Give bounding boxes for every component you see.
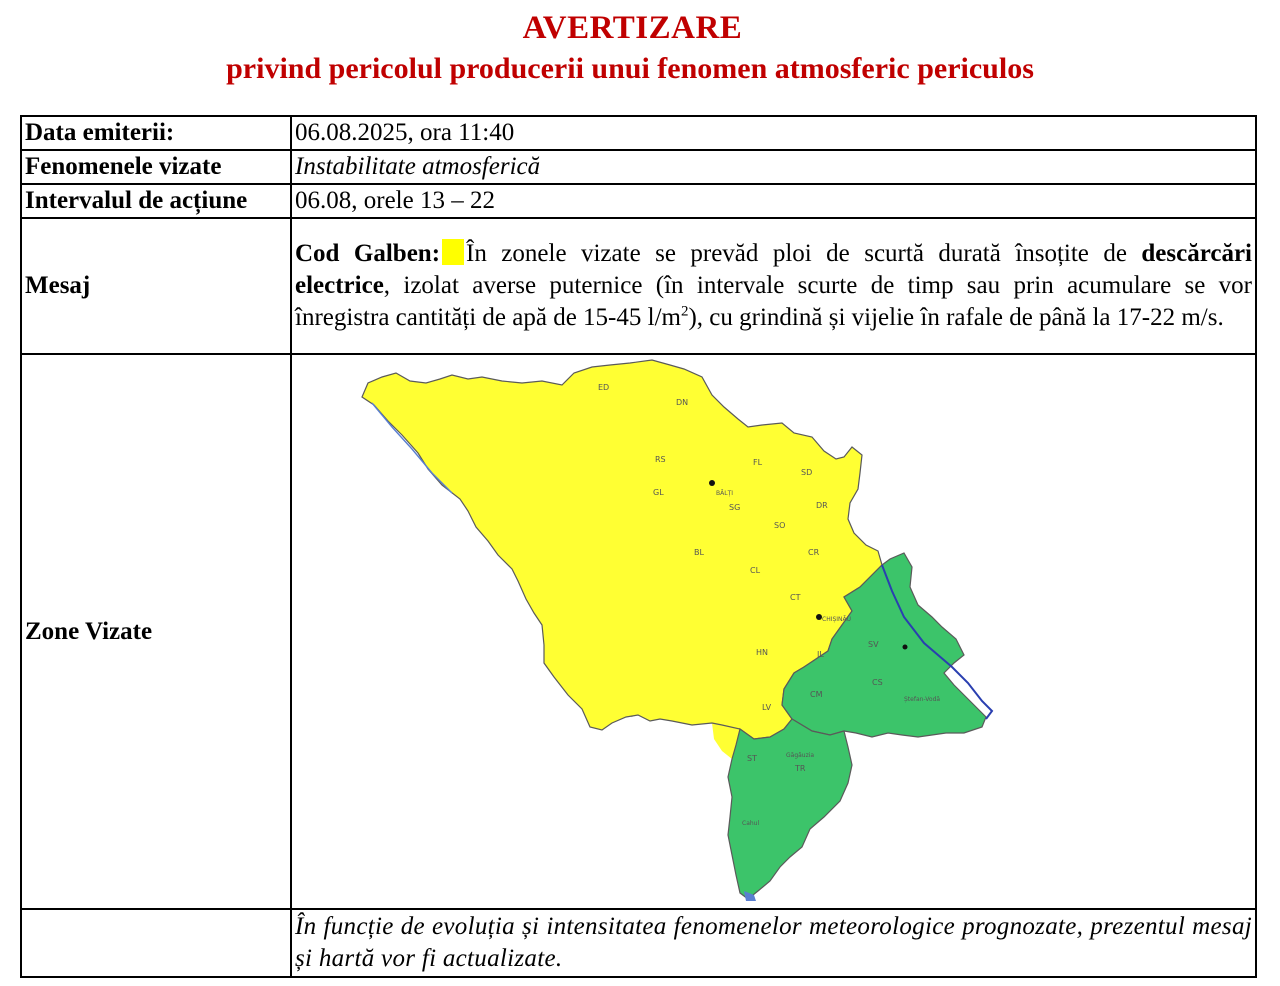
label-dn: DN <box>676 398 689 407</box>
label-ct: CT <box>790 593 801 602</box>
yellow-highlight-marker <box>442 239 464 265</box>
label-cahul: Cahul <box>742 820 760 827</box>
label-stefan-voda: Ștefan-Vodă <box>904 696 941 703</box>
phenomena-value: Instabilitate atmosferică <box>291 150 1256 184</box>
label-cl: CL <box>750 566 761 575</box>
issue-date-value: 06.08.2025, ora 11:40 <box>291 116 1256 150</box>
label-lv: LV <box>762 703 772 712</box>
label-sg: SG <box>729 503 741 512</box>
issue-date-label: Data emiterii: <box>21 116 291 150</box>
row-issue-date <box>21 116 1256 150</box>
message-text-part3: ), cu grindină și vijelie în rafale de până la 17-22 m/s. <box>688 304 1224 331</box>
label-dr: DR <box>816 501 828 510</box>
label-gagauzia: Găgăuzia <box>786 752 815 759</box>
label-sv: SV <box>868 640 879 649</box>
warning-subtitle: privind pericolul producerii unui fenomen atmosferic periculos <box>226 52 1034 85</box>
country-outline <box>362 360 986 899</box>
label-tr: TR <box>795 764 806 773</box>
interval-label: Intervalul de acțiune <box>21 184 291 218</box>
footer-label-cell <box>21 909 291 977</box>
label-gl: GL <box>653 488 664 497</box>
message-bold-phrase: descărcări electrice <box>295 240 1252 299</box>
footer-note: În funcție de evoluția și intensitatea fenomenelor meteorologice prognozate, prezentul mesaj și hartă vor fi actualizate. <box>291 909 1256 977</box>
label-bl: BL <box>694 548 704 557</box>
row-interval <box>21 184 1256 218</box>
row-message <box>21 218 1256 354</box>
label-fl: FL <box>753 458 763 467</box>
label-cs: CS <box>872 678 883 687</box>
message-text <box>291 218 1256 354</box>
message-label: Mesaj <box>21 218 291 354</box>
label-so: SO <box>774 521 786 530</box>
label-st: ST <box>747 754 757 763</box>
warning-title: AVERTIZARE <box>522 10 743 46</box>
label-cm: CM <box>810 690 823 699</box>
label-cr: CR <box>808 548 820 557</box>
interval-value: 06.08, orele 13 – 22 <box>291 184 1256 218</box>
phenomena-label: Fenomenele vizate <box>21 150 291 184</box>
row-footer-note <box>21 909 1256 977</box>
warning-table <box>20 115 1257 978</box>
warning-map <box>292 355 1255 908</box>
code-yellow-label: Cod Galben: <box>295 240 441 267</box>
label-il: IL <box>817 650 824 659</box>
moldova-map-svg <box>292 355 1254 908</box>
zones-label: Zone Vizate <box>21 354 291 909</box>
label-rs: RS <box>655 455 666 464</box>
label-ed: ED <box>598 383 610 392</box>
message-text-part1: În zonele vizate se prevăd ploi de scurtă durată însoțite de <box>466 240 1127 267</box>
map-cell <box>291 354 1256 909</box>
row-phenomena <box>21 150 1256 184</box>
message-text-part2: , izolat averse puternice (în intervale scurte de timp sau prin acumulare se vor înregistra cantități de apă de 15-45 l/m <box>295 272 1252 331</box>
label-chisinau: CHIȘINĂU <box>822 616 852 623</box>
label-hn: HN <box>756 648 768 657</box>
label-balti: BĂLȚI <box>716 490 733 497</box>
message-superscript: 2 <box>680 303 689 320</box>
row-zones <box>21 354 1256 909</box>
label-sd: SD <box>801 468 813 477</box>
